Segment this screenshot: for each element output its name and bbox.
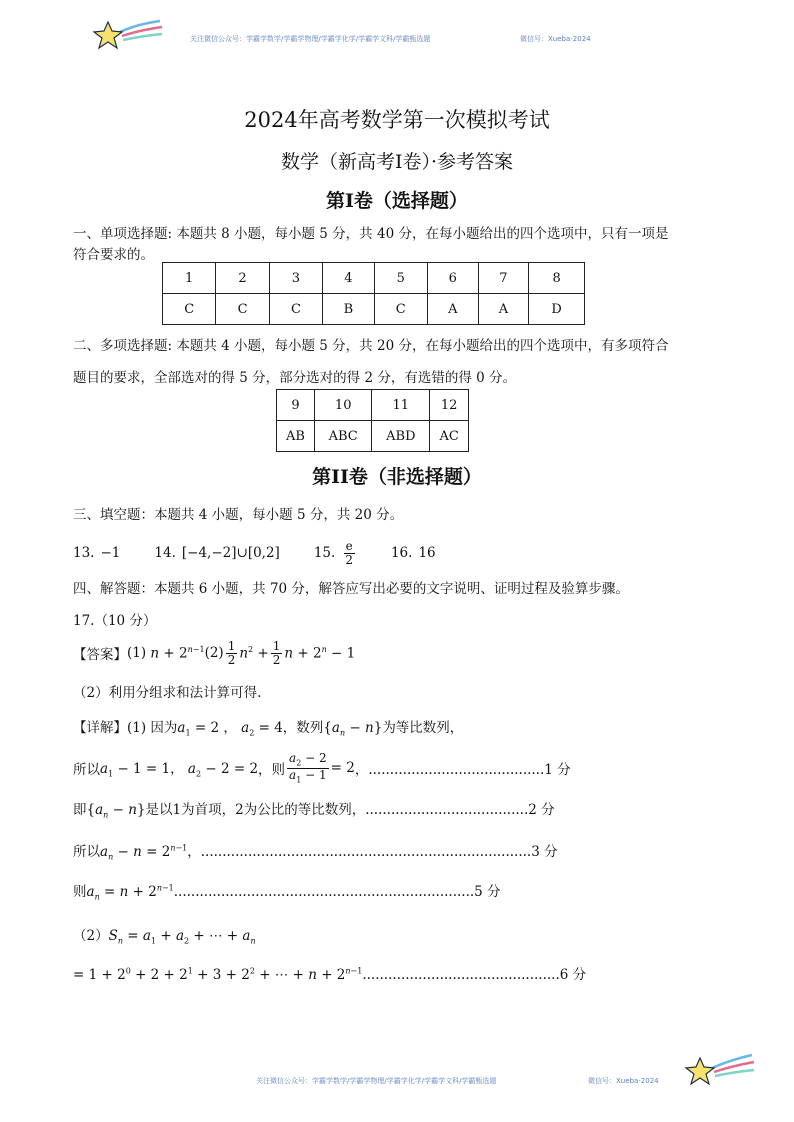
q17-heading: 17.（10 分） <box>73 613 157 629</box>
answer-cell: C <box>269 294 322 325</box>
page-title: 2024年高考数学第一次模拟考试 <box>244 108 550 132</box>
question-number: 10 <box>315 390 372 421</box>
question-number: 12 <box>430 390 469 421</box>
header-wechat-id: 微信号：Xueba-2024 <box>520 35 591 43</box>
q14-answer: [−4,−2]∪[0,2] <box>181 545 280 562</box>
section1-line2: 符合要求的。 <box>73 247 154 263</box>
answer-cell: AC <box>430 421 469 452</box>
question-number: 11 <box>372 390 430 421</box>
section3-line: 三、填空题：本题共 4 小题，每小题 5 分，共 20 分。 <box>73 507 404 523</box>
question-number: 9 <box>277 390 315 421</box>
table-row <box>277 421 469 452</box>
part1-heading: 第I卷（选择题） <box>326 190 468 212</box>
section4-line: 四、解答题：本题共 6 小题，共 70 分，解答应写出必要的文字说明、证明过程及验算步骤。 <box>73 581 629 597</box>
so-text: 所以 <box>73 844 100 860</box>
answer-part1-formula: $n + 2^{n-1}$ <box>150 644 205 662</box>
header-channel-text: 关注微信公众号：学霸学数学/学霸学物理/学霸学化学/学霸学文科/学霸甄选题 <box>190 35 431 43</box>
table-row <box>277 390 469 421</box>
answer-cell: B <box>323 294 374 325</box>
part2-heading: 第II卷（非选择题） <box>312 466 482 488</box>
score-dots-2: 是以1为首项，2为公比的等比数列，......................................2 分 <box>145 802 555 818</box>
table-row <box>163 294 585 325</box>
question-number: 4 <box>323 263 374 294</box>
star-logo-icon <box>92 18 164 56</box>
answer-cell: C <box>163 294 216 325</box>
q15-answer-fraction: $\frac{e}{2}$ <box>345 539 353 567</box>
answer-cell: A <box>427 294 478 325</box>
detail-end-text: 为等比数列， <box>382 720 464 736</box>
question-number: 2 <box>216 263 269 294</box>
question-number: 1 <box>163 263 216 294</box>
fraction-half: $\frac{1}{2}$ <box>227 639 236 667</box>
q13-answer: −1 <box>100 545 121 562</box>
detail-line-7: = $1 + 2^0 + 2 + 2^1 + 3 + 2^2$ + ⋯ + $n + 2^{n-1}..............................................6$ 分 <box>73 966 587 983</box>
q16-label: 16. <box>390 545 413 562</box>
so-text: 所以 <box>73 762 100 779</box>
answer-part2-label: (2) <box>204 645 224 662</box>
then2-text: 则 <box>73 884 87 900</box>
answer-cell: AB <box>277 421 315 452</box>
detail-line-5: 则$a_n = n + 2^{n-1}......................................................................5$ 分 <box>73 883 501 902</box>
answer-cell: ABC <box>315 421 372 452</box>
q15-label: 15. <box>313 545 336 562</box>
detail-line-1: 【详解】(1) 因为$a_1 = 2$ ， $a_2 = 4$，数列$\{a_n - n\}$为等比数列， <box>73 720 464 738</box>
answer-cell: A <box>478 294 529 325</box>
q13-label: 13. <box>73 545 95 562</box>
fill-in-answers <box>73 540 436 566</box>
detail-line-6: $(2)S_n = a_1 + a_2$ + ⋯ + $a_n$ <box>73 928 256 946</box>
q17-hint: （2）利用分组求和法计算可得. <box>73 685 262 701</box>
detail-mid-text: ，数列 <box>282 720 324 736</box>
q17-answer-line: 【答案】 (1) $n + 2^{n-1}$ (2) $\frac{1}{2}$ $n^2$ + $\frac{1}{2}$ $n + 2^n - 1$ <box>73 639 356 667</box>
question-number: 5 <box>374 263 427 294</box>
section2-line1: 二、多项选择题: 本题共 4 小题，每小题 5 分，共 20 分，在每小题给出的四个选项中，有多项符合 <box>73 338 669 354</box>
q16-answer: 16 <box>418 545 436 562</box>
q14-label: 14. <box>154 545 176 562</box>
detail-line-2: 所以 $a_1 - 1 = 1$， $a_2 - 2 = 2$ ，则 $\frac{a_2 - 2}{a_1 - 1}$ = 2 ，.........................................1 分 <box>73 751 571 785</box>
question-number: 8 <box>529 263 585 294</box>
star-logo-icon <box>684 1052 756 1092</box>
footer-wechat-id: 微信号：Xueba-2024 <box>588 1077 659 1085</box>
detail-line-4: 所以$a_n - n = 2^{n-1}$，.............................................................................3 分 <box>73 843 558 862</box>
answer-label: 【答案】 <box>73 647 127 664</box>
then-text: ，则 <box>258 762 286 779</box>
question-number: 7 <box>478 263 529 294</box>
section2-line2: 题目的要求，全部选对的得 5 分，部分选对的得 2 分，有选错的得 0 分。 <box>73 370 517 386</box>
part2-label: （2） <box>73 928 109 944</box>
score-dots-1: ，.........................................1 分 <box>354 762 571 779</box>
detail-label: 【详解】 <box>73 720 127 736</box>
detail-line-3: 即$\{a_n - n\}$是以1为首项，2为公比的等比数列，......................................2 分 <box>73 802 555 820</box>
question-number: 3 <box>269 263 322 294</box>
single-choice-answer-table <box>162 262 585 325</box>
footer-channel-text: 关注微信公众号：学霸学数学/学霸学物理/学霸学化学/学霸学文科/学霸甄选题 <box>256 1077 497 1085</box>
page-subtitle: 数学（新高考I卷）·参考答案 <box>280 151 514 173</box>
answer-cell: ABD <box>372 421 430 452</box>
fraction-half: $\frac{1}{2}$ <box>272 639 281 667</box>
multi-choice-answer-table <box>276 389 469 452</box>
question-number: 6 <box>427 263 478 294</box>
score-dots-6: ..............................................6 分 <box>362 967 587 983</box>
section1-line1: 一、单项选择题: 本题共 8 小题，每小题 5 分，共 40 分，在每小题给出的四个选项中，只有一项是 <box>73 226 669 242</box>
detail-intro-text: (1) 因为 <box>127 720 178 736</box>
score-dots-5: ......................................................................5 分 <box>173 884 501 900</box>
answer-part1-label: (1) <box>127 645 147 662</box>
answer-cell: D <box>529 294 585 325</box>
answer-cell: C <box>374 294 427 325</box>
table-row <box>163 263 585 294</box>
score-dots-3: ，.............................................................................3 分 <box>187 844 558 860</box>
ie-text: 即 <box>73 802 87 818</box>
ratio-fraction: $\frac{a_2 - 2}{a_1 - 1}$ <box>289 751 327 785</box>
answer-cell: C <box>216 294 269 325</box>
